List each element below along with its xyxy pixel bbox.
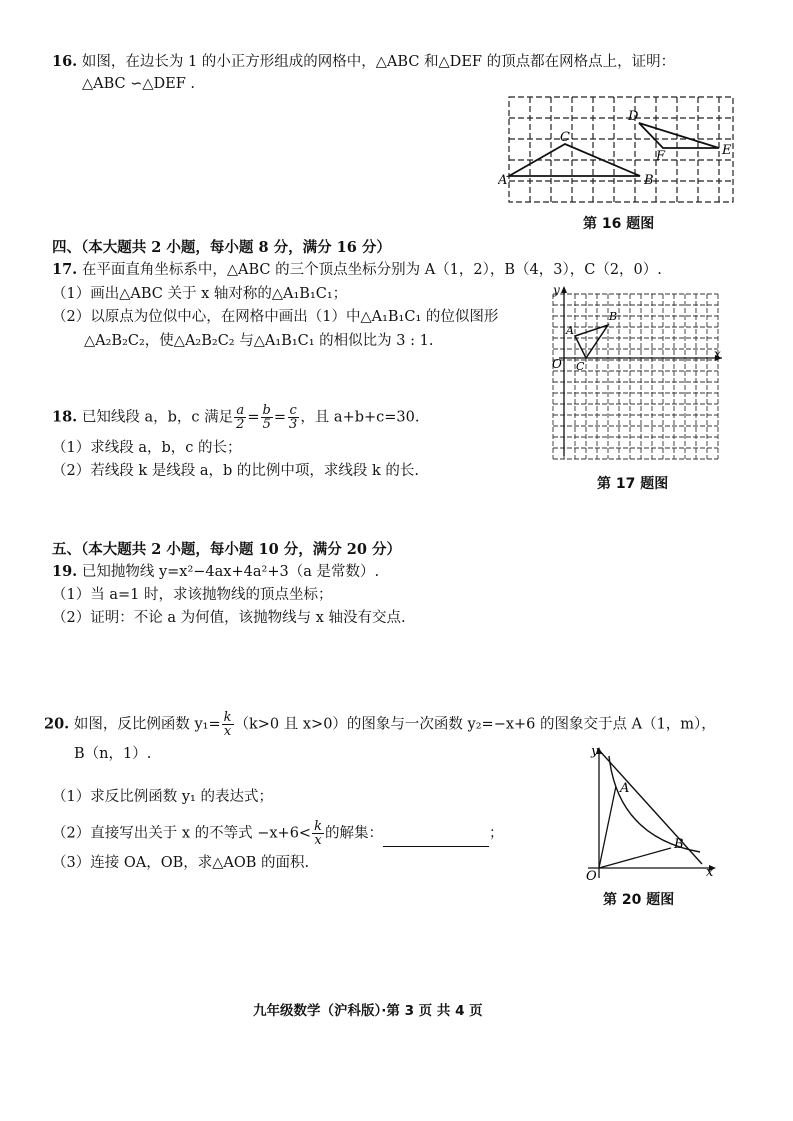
q17-figure [546,282,726,462]
q18-text: 18. 已知线段 a，b，c 满足 $\frac{a}{2}$ = $\frac{b}{5}$ = $\frac{c}{3}$ ，且 a+b+c=30. [52,403,420,432]
q20-part2 [52,820,503,847]
q20-number: 20. [44,715,70,733]
q20-axis-y-label: y [591,744,599,759]
q18-post: ，且 a+b+c=30. [300,409,420,426]
q17-line1: 在平面直角坐标系中，△ABC 的三个顶点坐标分别为 A（1，2），B（4，3），C（2，0）. [81,262,662,278]
q18-part2: （2）若线段 k 是线段 a，b 的比例中项，求线段 k 的长. [52,463,419,479]
section4-title: 四、（本大题共 2 小题，每小题 8 分，满分 16 分） [52,239,391,256]
q20-part3: （3）连接 OA，OB，求△AOB 的面积. [52,855,310,871]
label-a: A [498,173,508,188]
q20-line2: B（n，1）. [74,746,152,762]
label-f: F [656,149,666,164]
label-e: E [722,143,732,158]
q17-part2a: （2）以原点为位似中心，在网格中画出（1）中△A₁B₁C₁ 的位似图形 [52,309,499,325]
q20-text [44,711,716,738]
q17-text [52,260,662,280]
q20-part2-frac: $\frac{k}{x}$ [314,819,322,848]
q17-origin-label: O [552,357,562,371]
label-c: C [560,130,570,145]
q17-caption: 第 17 题图 [597,476,669,492]
q20-part2-pre: （2）直接写出关于 x 的不等式 −x+6< [52,825,312,842]
q17-label-c: C [576,360,585,373]
q16-line2: △ABC ∽△DEF . [82,76,196,92]
q18-number: 18. [52,408,78,426]
q16-line1: 如图，在边长为 1 的小正方形组成的网格中，△ABC 和△DEF 的顶点都在网格点上，证明： [81,54,676,70]
label-d: D [628,109,639,124]
q17-axis-y-label: y [553,283,560,297]
q17-axis-x-label: x [714,347,721,361]
q20-figure [580,742,720,882]
q20-part1: （1）求反比例函数 y₁ 的表达式； [52,789,273,805]
triangle-def [639,123,719,148]
q16-number: 16. [52,53,78,70]
q17-grid [553,294,718,459]
q18-frac-a: $\frac{a}{2}$ [236,403,245,432]
q20-origin-label: O [586,869,597,882]
q20-label-b: B [674,837,684,852]
q16-text [52,52,675,72]
q17-triangle-abc [575,325,608,358]
answer-blank[interactable] [383,832,489,847]
curve-y1 [609,756,700,852]
q18-frac-c: $\frac{c}{3}$ [289,403,298,432]
q20-label-a: A [620,781,630,796]
q20-caption: 第 20 题图 [603,892,675,908]
q20-part2-end: ； [488,825,504,842]
q18-part1: （1）求线段 a，b，c 的长； [52,440,242,456]
label-b: B [644,173,654,188]
q17-label-b: B [609,310,618,323]
q19-part2: （2）证明：不论 a 为何值，该抛物线与 x 轴没有交点. [52,610,406,626]
q20-axis-x-label: x [706,865,714,880]
q17-number: 17. [52,261,78,278]
q20-part2-post: 的解集： [324,825,383,842]
q20-post: （k>0 且 x>0）的图象与一次函数 y₂=−x+6 的图象交于点 A（1，m）， [234,716,716,733]
q19-part1: （1）当 a=1 时，求该抛物线的顶点坐标； [52,587,333,603]
segment-oa [599,786,616,868]
section5-title: 五、（本大题共 2 小题，每小题 10 分，满分 20 分） [52,541,401,558]
q16-figure [498,92,746,207]
q17-label-a: A [566,324,574,337]
segment-ob [599,848,671,868]
q20-pre: 如图，反比例函数 y₁= [73,716,221,733]
page-footer: 九年级数学（沪科版）·第 3 页 共 4 页 [253,1003,483,1019]
q19-line1: 已知抛物线 y=x²−4ax+4a²+3（a 是常数）. [81,564,380,580]
line-y2 [598,749,702,864]
q18-frac-b: $\frac{b}{5}$ [262,403,271,432]
q17-part1: （1）画出△ABC 关于 x 轴对称的△A₁B₁C₁； [52,286,348,302]
q18-pre: 已知线段 a，b，c 满足 [81,409,234,426]
q19-text [52,562,379,582]
q17-part2b: △A₂B₂C₂，使△A₂B₂C₂ 与△A₁B₁C₁ 的相似比为 3 : 1. [84,333,434,349]
q20-frac: $\frac{k}{x}$ [223,710,232,739]
q16-caption: 第 16 题图 [583,216,655,232]
q19-number: 19. [52,563,78,580]
